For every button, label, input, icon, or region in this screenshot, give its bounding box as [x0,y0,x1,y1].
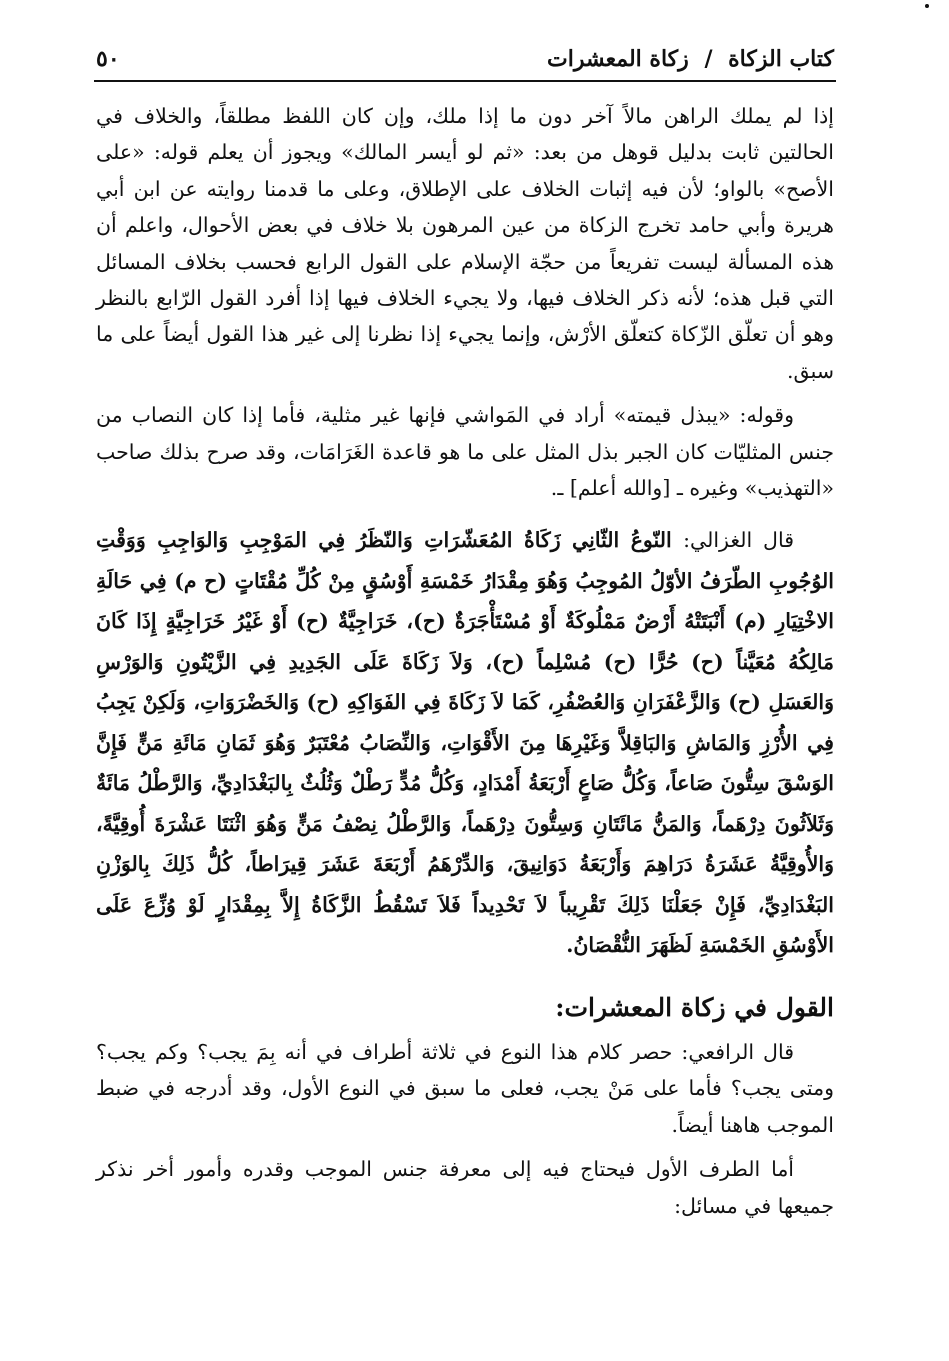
header-divider [94,80,836,82]
title-separator: / [704,46,713,72]
paragraph-commentary-2: وقوله: «يبذل قيمته» أراد في المَواشي فإنها غير مثلية، فأما إذا كان النصاب من جنس المثليّات كان الجبر بذل المثل على ما هو قاعدة الغَرَامَات، وقد صرح بذلك صاحب «التهذيب» وغيره ـ [والله أعلم] ـ. [96,403,834,501]
paragraph-main-text [96,520,834,966]
paragraph-commentary-3: قال الرافعي: حصر كلام هذا النوع في ثلاثة أطراف في أنه بِمَ يجب؟ وكم يجب؟ ومتى يجب؟ فأما على مَنْ يجب، فعلى ما سبق في النوع الأول، وقد أدرجه في ضبط الموجب هاهنا أيضاً. [96,1039,834,1137]
page-body [96,98,834,1232]
running-header [96,40,834,78]
chapter-title: زكاة المعشرات [547,46,689,72]
paragraph-commentary-4: أما الطرف الأول فيحتاج فيه إلى معرفة جنس الموجب وقدره وأمور أخر نذكر جميعها في مسائل: [96,1157,834,1218]
page-number: ٥٠ [96,46,120,72]
main-text-body: النّوعُ الثّانِي زَكَاةُ المُعَشّرَاتِ وَالنّظَرُ فِي المَوْجِبِ وَالوَاجِبِ وَوَقْتِ الوُجُوبِ الطّرَفُ الأوّلُ المُوجِبُ وَهُوَ مِقْدَارُ خَمْسَةِ أَوْسُقٍ مِنْ كُلِّ مُقْتَاتٍ (ح م) فِي حَالَةِ الاخْتِيَارِ (م) أَنْبَتَتْهُ أَرْضٌ مَمْلُوكَةٌ أَوْ مُسْتَأْجَرَةٌ (ح)، خَرَاجِيَّةٌ (ح) أَوْ غَيْرُ خَرَاجِيَّةٍ إِذَا كَانَ مَالِكُهُ مُعَيَّناً (ح) حُرًّا (ح) مُسْلِماً (ح)، وَلاَ زَكَاةَ عَلَى الجَدِيدِ فِي الزَّيْتُونِ وَالوَرْسِ وَالعَسَلِ (ح) وَالزَّعْفَرَانِ وَالعُصْفُرِ، كَمَا لاَ زَكَاةَ فِي الفَوَاكِهِ (ح) وَالخَضْرَوَاتِ، وَلَكِنْ يَجِبُ فِي الأُرْزِ وَالمَاشِ وَالبَاقِلاَّ وَغَيْرِهَا مِنَ الأَقْوَاتِ، وَالنِّصَابُ مُعْتَبَرٌ وَهُوَ ثَمَانِ مَائَةِ مَنٍّ فَإِنَّ الوَسْقَ سِتُّونَ صَاعاً، وَكُلُّ صَاعٍ أَرْبَعَةُ أَمْدَادٍ، وَكُلُّ مُدٍّ رَطْلٌ وَثُلُثٌ بِالبَغْدَادِيِّ، وَالرَّطْلُ مَائَةٌ وَثَلاَثُونَ دِرْهَماً، وَالمَنُّ مَائَتَانِ وَسِتُّونَ دِرْهَماً، وَالرَّطْلُ نِصْفُ مَنٍّ وَهُوَ اثْنَتَا عَشْرَةَ أُوقِيَّةً، وَالأُوقِيَّةُ عَشَرَةُ دَرَاهِمَ وَأَرْبَعَةُ دَوَانِيقَ، وَالدِّرْهَمُ أَرْبَعَةَ عَشَرَ قِيرَاطاً، كُلُّ ذَلِكَ بِالوَزْنِ البَغْدَادِيِّ، فَإِنْ جَعَلْنَا ذَلِكَ تَقْرِيباً لاَ تَحْدِيداً فَلاَ تَسْقُطُ الزَّكَاةُ إِلاَّ بِمِقْدَارٍ لَوْ وُزِّعَ عَلَى الأَوْسُقِ الخَمْسَةِ لَظَهَرَ النُّقْصَانُ. [96,528,835,958]
book-title: كتاب الزكاة [728,46,834,72]
paragraph-commentary-1: إذا لم يملك الراهن مالاً آخر دون ما إذا ملك، وإن كان اللفظ مطلقاً، والخلاف في الحالتين ثابت بدليل قوهل من بعد: «ثم لو أيسر المالك» ويجوز أن يعلم قوله: «على الأصح» بالواو؛ لأن فيه إثبات الخلاف على الإطلاق، وعلى ما قدمنا روايته عن ابن أبي هريرة وأبي حامد تخرج الزكاة من عين المرهون بلا خلاف في بعض الأحوال، واعلم أن هذه المسألة ليست تفريعاً من حجّة الإسلام على القول الرابع فحسب بخلاف المسائل التي قبل هذه؛ لأنه ذكر الخلاف فيها، ولا يجيء الخلاف فيها إذا أفرد القول الرّابع بالنظر وهو أن تعلّق الزّكاة كتعلّق الأرْش، وإنما يجيء إذا نظرنا إلى غير هذا القول أيضاً على ما سبق. [96,104,834,383]
section-heading: القول في زكاة المعشرات: [555,992,834,1022]
main-text-lead: قال الغزالي: [683,528,794,553]
scan-speck [925,4,929,8]
running-title [547,46,834,72]
